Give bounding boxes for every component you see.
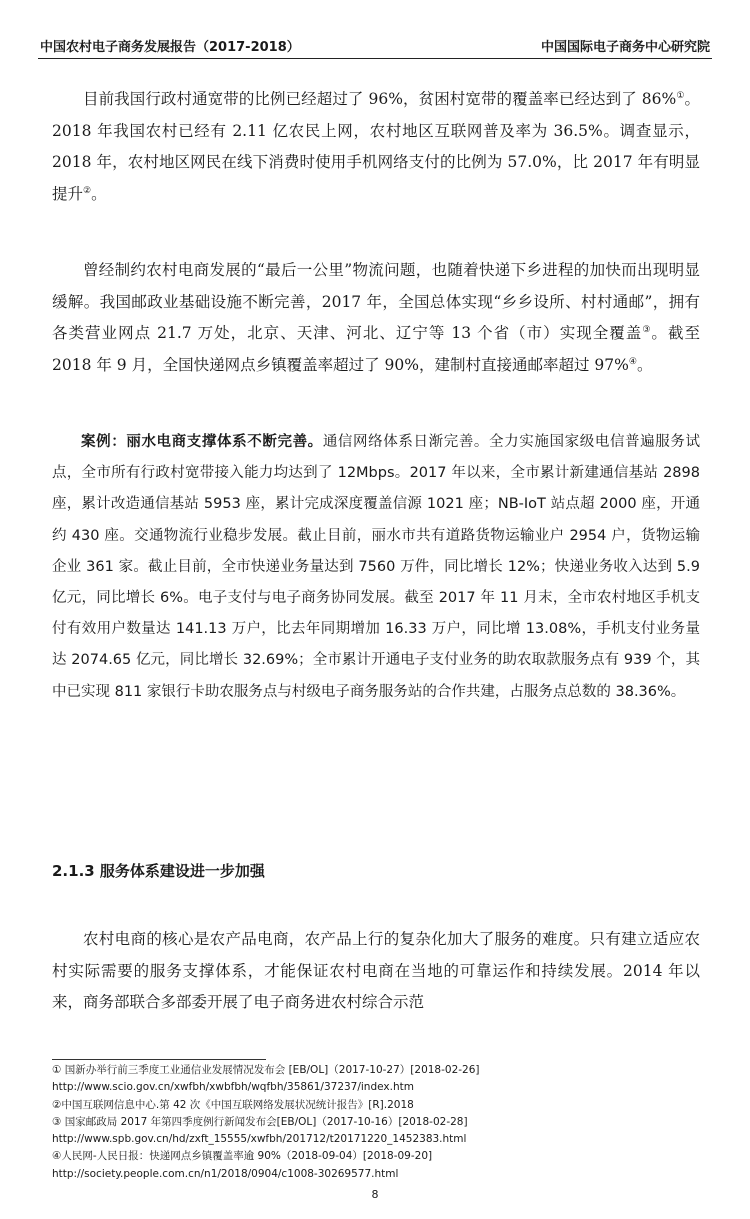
paragraph-services: 农村电商的核心是农产品电商，农产品上行的复杂化加大了服务的难度。只有建立适应农村实际需要的服务支撑体系，才能保证农村电商在当地的可靠运作和持续发展。2014 年以来，商务部联合多部委开展了电子商务进农村综合示范: [52, 930, 700, 1011]
footnote-3: ③ 国家邮政局 2017 年第四季度例行新闻发布会[EB/OL]（2017-10-16）[2018-02-28]: [52, 1115, 468, 1128]
page-number: 8: [371, 1188, 379, 1201]
footnote-divider: [52, 1059, 266, 1060]
footnote-ref-3[interactable]: ③: [642, 324, 652, 335]
case-study-body: 通信网络体系日渐完善。全力实施国家级电信普遍服务试点，全市所有行政村宽带接入能力均达到了 12Mbps。2017 年以来，全市累计新建通信基站 2898 座，累计改造通信基站 5953 座，累计完成深度覆盖信源 1021 座；NB-IoT 站点超 2000 座，开通约 430 座。交通物流行业稳步发展。截止目前，丽水市共有道路货物运输业户 2954 户，货物运输企业 361 家。截止目前，全市快递业务量达到 7560 万件，同比增长 12%；快递业务收入达到 5.9 亿元，同比增长 6%。电子支付与电子商务协同发展。截至 2017 年 11 月末，全市农村地区手机支付有效用户数量达 141.13 万户，比去年同期增加 16.33 万户，同比增 13.08%，手机支付业务量达 2074.65 亿元，同比增长 32.69%；全市累计开通电子支付业务的助农取款服务点有 939 个，其中已实现 811 家银行卡助农服务点与村级电子商务服务站的合作共建，占服务点总数的 38.36%。: [52, 434, 701, 700]
paragraph-logistics: [52, 255, 700, 381]
page-header: [38, 34, 712, 59]
paragraph-text: 。截至 2018 年 9 月，全国快递网点乡镇覆盖率超过了 90%，建制村直接通邮率超过 97%: [52, 324, 700, 374]
footnote-ref-2[interactable]: ②: [83, 185, 92, 196]
footnote-4-url[interactable]: http://society.people.com.cn/n1/2018/0904/c1008-30269577.html: [52, 1167, 399, 1180]
paragraph-text: 曾经制约农村电商发展的“最后一公里”物流问题，也随着快递下乡进程的加快而出现明显缓解。我国邮政业基础设施不断完善，2017 年，全国总体实现“乡乡设所、村村通邮”，拥有各类营业网点 21.7 万处，北京、天津、河北、辽宁等 13 个省（市）实现全覆盖: [52, 261, 700, 342]
paragraph-text: 目前我国行政村通宽带的比例已经超过了 96%，贫困村宽带的覆盖率已经达到了 86%: [83, 90, 677, 108]
footnotes: [52, 1062, 712, 1183]
footnote-3-url[interactable]: http://www.spb.gov.cn/hd/zxft_15555/xwfbh/201712/t20171220_1452383.html: [52, 1133, 467, 1146]
section-heading-2-1-3: 2.1.3 服务体系建设进一步加强: [52, 862, 265, 880]
footnote-ref-1[interactable]: ①: [676, 90, 685, 101]
paragraph-end: 。: [636, 355, 653, 374]
footnote-1: ① 国新办举行前三季度工业通信业发展情况发布会 [EB/OL]（2017-10-27）[2018-02-26]: [52, 1064, 480, 1076]
case-study-title: 案例：丽水电商支撑体系不断完善。: [81, 434, 323, 450]
paragraph-broadband: [52, 84, 700, 210]
header-institution: 中国国际电子商务中心研究院: [540, 40, 710, 55]
paragraph-end: 。: [91, 184, 107, 203]
footnote-1-url[interactable]: http://www.scio.gov.cn/xwfbh/xwbfbh/wqfbh/35861/37237/index.htm: [52, 1081, 414, 1094]
footnote-2: ②中国互联网信息中心.第 42 次《中国互联网络发展状况统计报告》[R].2018: [52, 1098, 414, 1111]
footnote-ref-4[interactable]: ④: [628, 356, 637, 367]
case-study-lishui: [52, 427, 700, 708]
footnote-4: ④人民网-人民日报：快递网点乡镇覆盖率逾 90%（2018-09-04）[2018-09-20]: [52, 1150, 433, 1163]
header-report-title: 中国农村电子商务发展报告（2017-2018）: [40, 40, 300, 55]
paragraph-text: 。2018 年我国农村已经有 2.11 亿农民上网，农村地区互联网普及率为 36.5%。调查显示，2018 年，农村地区网民在线下消费时使用手机网络支付的比例为 57.0%，比 2017 年有明显提升: [52, 90, 700, 203]
